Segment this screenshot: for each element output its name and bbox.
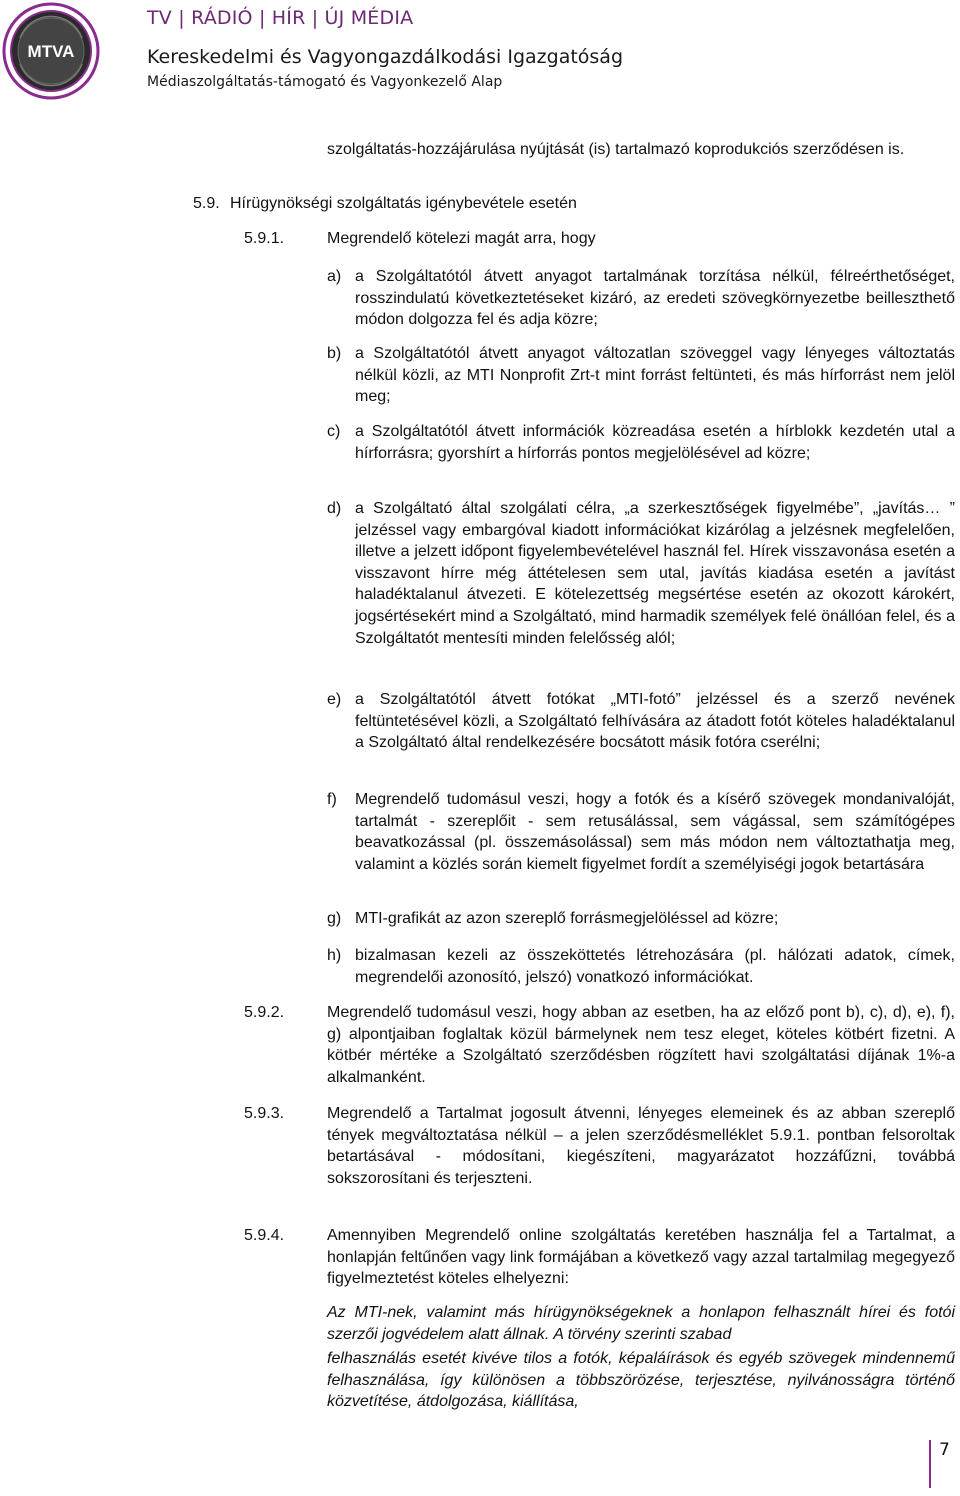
item-label-f: f) [327,791,337,808]
item-text-g: MTI-grafikát az azon szereplő forrásmegjelöléssel ad közre; [355,910,779,927]
item-label-a: a) [327,268,342,285]
item-label-c: c) [327,423,341,440]
header-media-line: TV | RÁDIÓ | HÍR | ÚJ MÉDIA [147,7,414,29]
header-organization: Médiaszolgáltatás-támogató és Vagyonkezelő Alap [147,74,503,90]
intro-paragraph: szolgáltatás-hozzájárulása nyújtását (is) tartalmazó koprodukciós szerződésen is. [327,141,905,158]
item-text-f: Megrendelő tudomásul veszi, hogy a fotók és a kísérő szövegek mondanivalóját, tartalmát - szereplőit - sem retusálással, sem vágással, sem számítógépes beavatkozással (pl. összemásolással) sem más módon nem változtathatja meg, valamint a közlés során kiemelt figyelmet fordít a személyiségi jogok betartására [355,791,955,873]
clause-number-593: 5.9.3. [244,1105,285,1122]
clause-number-591: 5.9.1. [244,230,285,247]
clause-number-592: 5.9.2. [244,1004,285,1021]
item-text-e: a Szolgáltatótól átvett fotókat „MTI-fotó” jelzéssel és a szerző nevének feltüntetésével közli, a Szolgáltató felhívására az átadott fotót köteles haladéktalanul a Szolgáltató által rendelkezésére bocsátott másik fotóra cserélni; [355,691,955,752]
item-text-a: a Szolgáltatótól átvett anyagot tartalmának torzítása nélkül, félreérthetőséget, rosszindulatú következtetéseket kizáró, az eredeti szövegkörnyezetbe beilleszthető módon dolgozza fel és adja közre; [355,268,955,329]
item-text-h: bizalmasan kezeli az összeköttetés létrehozására (pl. hálózati adatok, címek, megrendelői azonosító, jelszó) vonatkozó információkat. [355,947,955,986]
clause-text-594: Amennyiben Megrendelő online szolgáltatás keretében használja fel a Tartalmat, a honlapján feltűnően vagy link formájában a következő vagy azzal tartalmilag megegyező figyelmeztetést köteles elhelyezni: [327,1227,955,1288]
item-label-e: e) [327,691,342,708]
header-directorate: Kereskedelmi és Vagyongazdálkodási Igazgatóság [147,46,624,68]
warning-quote-part2: felhasználás esetét kivéve tilos a fotók, képaláírások és egyéb szövegek mindennemű felhasználása, így különösen a többszörözése, terjesztése, nyilvánosságra történő közvetítése, átdolgozása, kiállítása, [327,1350,955,1411]
clause-text-593: Megrendelő a Tartalmat jogosult átvenni, lényeges elemeinek és az abban szereplő tények megváltoztatása nélkül – a jelen szerződésmelléklet 5.9.1. pontban felsoroltak betartásával - módosítani, kiegészíteni, magyarázatot hozzáfűzni, továbbá sokszorosítani és terjeszteni. [327,1105,955,1187]
logo-text: MTVA [27,42,75,61]
item-label-g: g) [327,910,342,927]
page-header [0,0,960,100]
warning-quote-part1: Az MTI-nek, valamint más hírügynökségeknek a honlapon felhasznált hírei és fotói szerzői jogvédelem alatt állnak. A törvény szerinti szabad [327,1304,955,1343]
page-number-rule [929,1440,931,1488]
clause-text-592: Megrendelő tudomásul veszi, hogy abban az esetben, ha az előző pont b), c), d), e), f), g) alpontjaiban foglaltak közül bármelynek nem tesz eleget, köteles kötbért fizetni. A kötbér mértéke a Szolgáltató szerződésben rögzített havi szolgáltatási díjának 1%-a alkalmanként. [327,1004,955,1086]
clause-number-594: 5.9.4. [244,1227,285,1244]
item-text-b: a Szolgáltatótól átvett anyagot változatlan szöveggel vagy lényeges változtatás nélkül közli, az MTI Nonprofit Zrt-t mint forrást feltünteti, és más hírforrást nem jelöl meg; [355,345,955,406]
item-label-d: d) [327,500,342,517]
item-label-h: h) [327,947,342,964]
item-text-c: a Szolgáltatótól átvett információk közreadása esetén a hírblokk kezdetén utal a hírforrásra; gyorshírt a hírforrás pontos megjelölésével ad közre; [355,423,955,462]
item-text-d: a Szolgáltató által szolgálati célra, „a szerkesztőségek figyelmébe”, „javítás… ” jelzéssel vagy embargóval kiadott információkat kizárólag a jelzésnek megfelelően, illetve a jelzett időpont figyelembevételével használ fel. Hírek visszavonása esetén a visszavont hírre még áttételesen sem utal, javítás kiadása esetén a javítást haladéktalanul átvezeti. E kötelezettség megsértése esetén az okozott károkért, jogsértésekért mind a Szolgáltató, mind harmadik személyek felé önállóan felel, és a Szolgáltatót mentesíti minden felelősség alól; [355,500,955,647]
item-label-b: b) [327,345,342,362]
page-number: 7 [939,1440,950,1460]
mtva-logo [2,2,100,100]
section-title: Hírügynökségi szolgáltatás igénybevétele esetén [230,195,577,212]
clause-text-591: Megrendelő kötelezi magát arra, hogy [327,230,596,247]
section-number: 5.9. [193,195,220,212]
